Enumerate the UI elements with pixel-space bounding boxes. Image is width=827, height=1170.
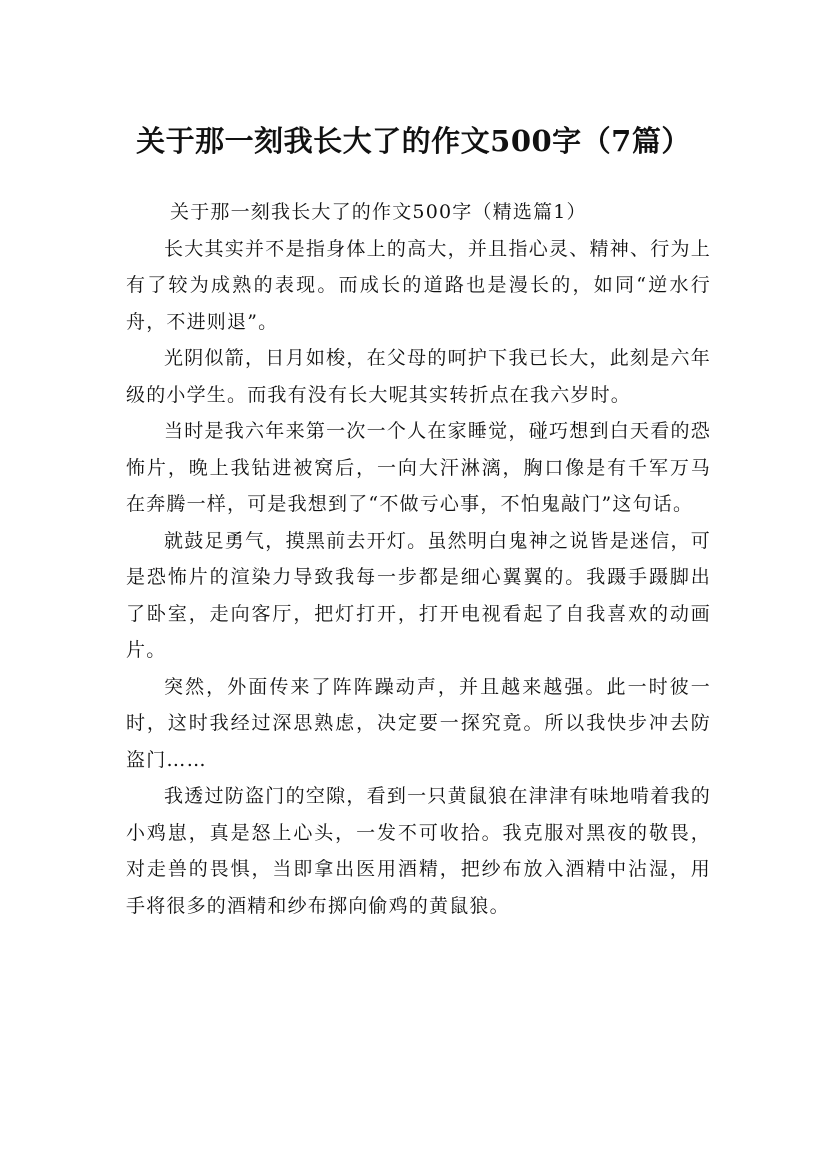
paragraph: 突然，外面传来了阵阵躁动声，并且越来越强。此一时彼一时，这时我经过深思熟虑，决定要一探究竟。所以我快步冲去防盗门…… <box>126 675 711 771</box>
paragraph: 我透过防盗门的空隙，看到一只黄鼠狼在津津有味地啃着我的小鸡崽，真是怒上心头，一发不可收拾。我克服对黑夜的敬畏，对走兽的畏惧，当即拿出医用酒精，把纱布放入酒精中沾湿，用手将很多的酒精和纱布掷向偷鸡的黄鼠狼。 <box>126 785 711 917</box>
document-body <box>126 194 711 924</box>
section-subtitle: 关于那一刻我长大了的作文500字（精选篇1） <box>170 201 587 223</box>
paragraph: 长大其实并不是指身体上的高大，并且指心灵、精神、行为上有了较为成熟的表现。而成长的道路也是漫长的，如同“逆水行舟，不进则退”。 <box>126 237 711 333</box>
paragraph: 就鼓足勇气，摸黑前去开灯。虽然明白鬼神之说皆是迷信，可是恐怖片的渲染力导致我每一步都是细心翼翼的。我蹑手蹑脚出了卧室，走向客厅，把灯打开，打开电视看起了自我喜欢的动画片。 <box>126 529 711 661</box>
paragraph: 当时是我六年来第一次一个人在家睡觉，碰巧想到白天看的恐怖片，晚上我钻进被窝后，一向大汗淋漓，胸口像是有千军万马在奔腾一样，可是我想到了“不做亏心事，不怕鬼敲门”这句话。 <box>126 420 711 515</box>
paragraph: 光阴似箭，日月如梭，在父母的呵护下我已长大，此刻是六年级的小学生。而我有没有长大呢其实转折点在我六岁时。 <box>126 347 711 406</box>
document-title: 关于那一刻我长大了的作文500字（7篇） <box>136 124 691 159</box>
